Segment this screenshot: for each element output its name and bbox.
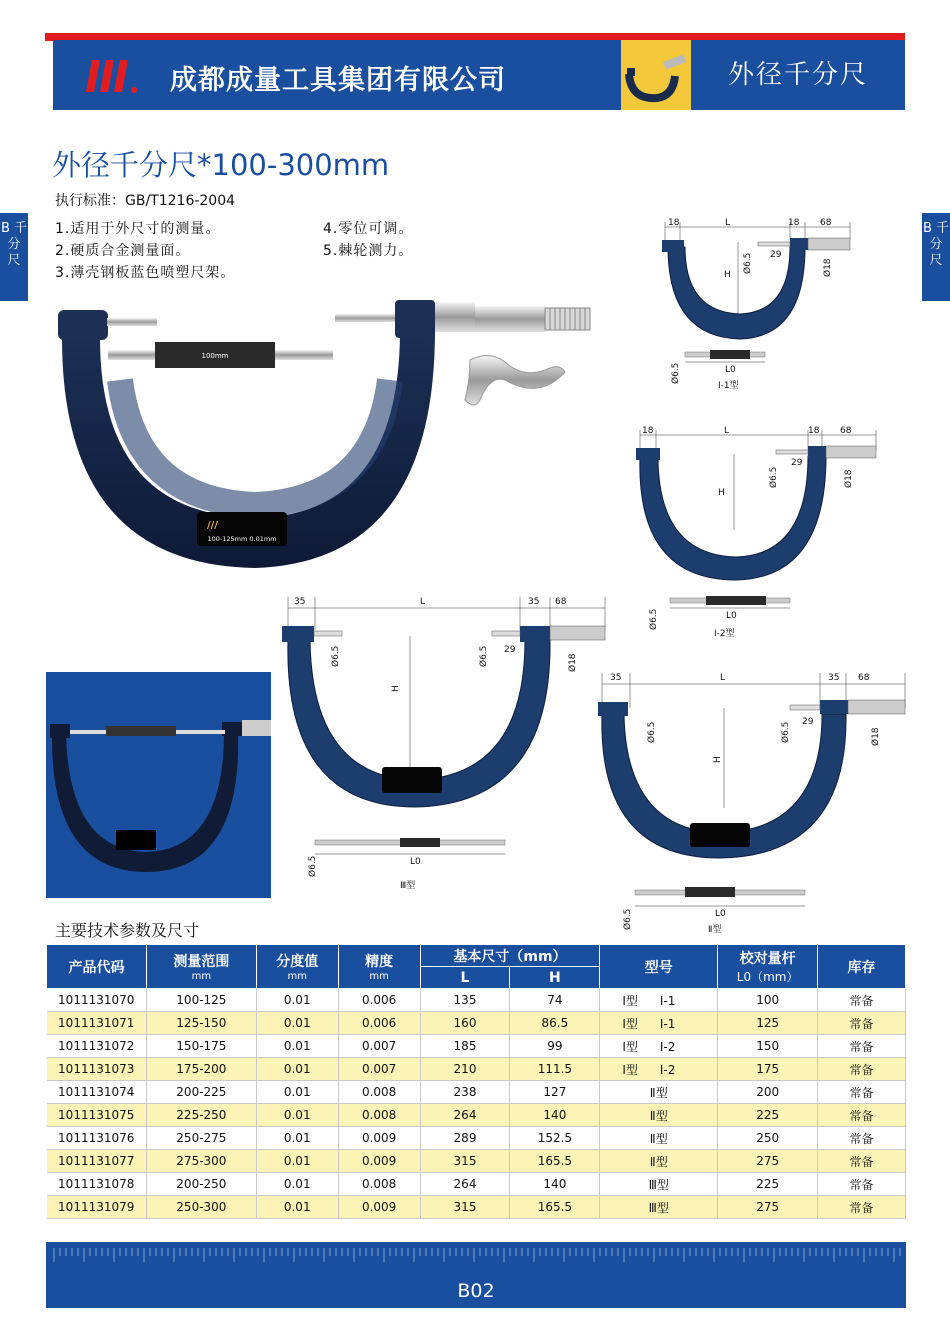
cell-div: 0.01 <box>256 989 338 1012</box>
standard-text: 执行标准：GB/T1216-2004 <box>55 193 236 209</box>
table-row <box>47 989 906 1012</box>
dim-label: Ø6.5 <box>479 645 489 667</box>
table-row <box>47 1150 906 1173</box>
header-stock: 库存 <box>818 945 906 989</box>
drawing-type-1-2 <box>626 420 896 645</box>
cell-code: 1011131079 <box>47 1196 147 1219</box>
features-left <box>55 218 235 284</box>
cell-stock: 常备 <box>818 1127 906 1150</box>
company-name: 成都成量工具集团有限公司 <box>170 65 506 96</box>
features-right <box>323 218 413 262</box>
company-logo-icon <box>82 52 152 100</box>
cell-div: 0.01 <box>256 1081 338 1104</box>
cell-div: 0.01 <box>256 1150 338 1173</box>
cell-code: 1011131072 <box>47 1035 147 1058</box>
rod-dim: Ø6.5 <box>649 608 659 630</box>
cell-div: 0.01 <box>256 1104 338 1127</box>
cell-div: 0.01 <box>256 1035 338 1058</box>
dim-label: 68 <box>840 426 852 436</box>
cell-rod: 100 <box>718 989 818 1012</box>
cell-code: 1011131073 <box>47 1058 147 1081</box>
dim-label: 35 <box>528 597 540 607</box>
cell-stock: 常备 <box>818 1081 906 1104</box>
drawing-type-1-1 <box>640 212 890 392</box>
cell-H: 165.5 <box>510 1196 600 1219</box>
svg-text:///: /// <box>207 520 218 531</box>
feature-item: 2.硬质合金测量面。 <box>55 243 191 259</box>
dim-label: 29 <box>770 250 782 260</box>
cell-rod: 225 <box>718 1104 818 1127</box>
cell-model: Ⅱ型 <box>600 1104 718 1127</box>
dim-label: 35 <box>294 597 306 607</box>
cell-model: Ⅱ型 <box>600 1081 718 1104</box>
header-basic: 基本尺寸（mm） <box>420 945 600 967</box>
cell-stock: 常备 <box>818 1196 906 1219</box>
dim-label: 35 <box>828 673 840 683</box>
dim-label: H <box>391 685 401 692</box>
cell-model: Ⅰ型 Ⅰ-2 <box>600 1035 718 1058</box>
cell-div: 0.01 <box>256 1173 338 1196</box>
table-row <box>47 1035 906 1058</box>
cell-acc: 0.008 <box>338 1104 420 1127</box>
cell-H: 152.5 <box>510 1127 600 1150</box>
table-row <box>47 1127 906 1150</box>
cell-code: 1011131075 <box>47 1104 147 1127</box>
cell-acc: 0.009 <box>338 1196 420 1219</box>
header-range: 测量范围 mm <box>146 945 256 989</box>
dim-label: L <box>724 426 730 436</box>
large-micrometer-photo <box>46 672 271 898</box>
cell-range: 275-300 <box>146 1150 256 1173</box>
side-tab-left: B 千 分 尺 <box>0 213 28 301</box>
cell-stock: 常备 <box>818 1058 906 1081</box>
dim-label: 35 <box>610 673 622 683</box>
main-micrometer-image <box>50 290 610 580</box>
cell-div: 0.01 <box>256 1012 338 1035</box>
feature-item: 3.薄壳钢板蓝色喷塑尺架。 <box>55 265 236 281</box>
dim-label: Ø18 <box>871 727 881 746</box>
dim-label: Ø6.5 <box>743 252 753 274</box>
drawing-type-2 <box>590 668 915 940</box>
cell-rod: 275 <box>718 1196 818 1219</box>
dim-label: L <box>720 673 726 683</box>
cell-model: Ⅰ型 Ⅰ-1 <box>600 989 718 1012</box>
cell-H: 140 <box>510 1104 600 1127</box>
cell-code: 1011131070 <box>47 989 147 1012</box>
cell-stock: 常备 <box>818 1012 906 1035</box>
table-section-title: 主要技术参数及尺寸 <box>55 921 200 940</box>
header-micrometer-thumbnail <box>621 40 691 110</box>
dim-label: 18 <box>642 426 654 436</box>
cell-model: Ⅰ型 Ⅰ-2 <box>600 1058 718 1081</box>
dim-label: 68 <box>820 218 832 228</box>
micrometer-thumb-icon <box>621 40 691 110</box>
dim-label: 68 <box>858 673 870 683</box>
cell-L: 289 <box>420 1127 510 1150</box>
dim-label: Ø18 <box>844 469 854 488</box>
cell-rod: 275 <box>718 1150 818 1173</box>
cell-model: Ⅰ型 Ⅰ-1 <box>600 1012 718 1035</box>
cell-H: 127 <box>510 1081 600 1104</box>
ruler-scale-icon <box>46 1246 906 1266</box>
cell-rod: 125 <box>718 1012 818 1035</box>
cell-div: 0.01 <box>256 1196 338 1219</box>
dim-label: Ø6.5 <box>781 721 791 743</box>
cell-range: 200-225 <box>146 1081 256 1104</box>
category-title: 外径千分尺 <box>691 40 905 110</box>
cell-rod: 250 <box>718 1127 818 1150</box>
table-row <box>47 1196 906 1219</box>
dim-label: 29 <box>504 645 516 655</box>
cell-model: Ⅱ型 <box>600 1150 718 1173</box>
cell-stock: 常备 <box>818 1035 906 1058</box>
cell-acc: 0.009 <box>338 1150 420 1173</box>
cell-acc: 0.007 <box>338 1058 420 1081</box>
dim-label: Ø6.5 <box>331 645 341 667</box>
cell-H: 99 <box>510 1035 600 1058</box>
dim-label: 29 <box>802 717 814 727</box>
cell-L: 264 <box>420 1104 510 1127</box>
rod-dim: L0 <box>410 857 421 867</box>
cell-H: 111.5 <box>510 1058 600 1081</box>
cell-acc: 0.006 <box>338 989 420 1012</box>
dim-label: L <box>420 597 426 607</box>
cell-L: 264 <box>420 1173 510 1196</box>
cell-L: 315 <box>420 1196 510 1219</box>
rod-dim: L0 <box>715 909 726 919</box>
dim-label: Ø18 <box>823 258 833 277</box>
cell-div: 0.01 <box>256 1058 338 1081</box>
cell-model: Ⅲ型 <box>600 1173 718 1196</box>
cell-H: 165.5 <box>510 1150 600 1173</box>
micrometer-photo-icon <box>46 672 271 898</box>
cell-range: 100-125 <box>146 989 256 1012</box>
dim-label: Ø6.5 <box>647 721 657 743</box>
cell-acc: 0.006 <box>338 1012 420 1035</box>
dim-label: H <box>718 488 725 498</box>
cell-L: 315 <box>420 1150 510 1173</box>
dim-label: Ø18 <box>568 653 578 672</box>
header-code: 产品代码 <box>47 945 147 989</box>
cell-stock: 常备 <box>818 989 906 1012</box>
cell-range: 150-175 <box>146 1035 256 1058</box>
cell-range: 200-250 <box>146 1173 256 1196</box>
header-rod: 校对量杆 L0（mm） <box>718 945 818 989</box>
side-tab-right: B 千 分 尺 <box>922 213 950 301</box>
cell-stock: 常备 <box>818 1104 906 1127</box>
cell-stock: 常备 <box>818 1150 906 1173</box>
cell-rod: 200 <box>718 1081 818 1104</box>
header-H: H <box>510 967 600 989</box>
header-model: 型号 <box>600 945 718 989</box>
feature-item: 4.零位可调。 <box>323 221 414 237</box>
cell-H: 74 <box>510 989 600 1012</box>
rod-dim: L0 <box>725 365 736 375</box>
table-row <box>47 1173 906 1196</box>
dim-label: 18 <box>808 426 820 436</box>
dim-label: Ø6.5 <box>769 466 779 488</box>
table-row <box>47 1012 906 1035</box>
cell-code: 1011131078 <box>47 1173 147 1196</box>
cell-model: Ⅱ型 <box>600 1127 718 1150</box>
spec-table <box>46 944 906 1219</box>
drawing-caption: Ⅰ-1型 <box>718 381 739 391</box>
table-row <box>47 1058 906 1081</box>
cell-acc: 0.009 <box>338 1127 420 1150</box>
cell-range: 250-275 <box>146 1127 256 1150</box>
cell-acc: 0.008 <box>338 1081 420 1104</box>
frame-range-label: 100-125mm 0.01mm <box>207 535 277 543</box>
header-div: 分度值 mm <box>256 945 338 989</box>
rod-label: 100mm <box>201 352 229 360</box>
cell-code: 1011131074 <box>47 1081 147 1104</box>
cell-L: 135 <box>420 989 510 1012</box>
cell-stock: 常备 <box>818 1173 906 1196</box>
cell-rod: 150 <box>718 1035 818 1058</box>
cell-H: 140 <box>510 1173 600 1196</box>
cell-L: 210 <box>420 1058 510 1081</box>
dim-label: 18 <box>788 218 800 228</box>
footer-bar <box>46 1242 906 1308</box>
dim-label: 68 <box>555 597 567 607</box>
dim-label: 18 <box>668 218 680 228</box>
cell-code: 1011131076 <box>47 1127 147 1150</box>
cell-rod: 225 <box>718 1173 818 1196</box>
cell-code: 1011131071 <box>47 1012 147 1035</box>
cell-H: 86.5 <box>510 1012 600 1035</box>
cell-L: 160 <box>420 1012 510 1035</box>
dim-label: H <box>713 756 723 763</box>
drawing-caption: Ⅱ型 <box>708 925 722 935</box>
rod-dim: Ø6.5 <box>308 855 318 877</box>
cell-range: 225-250 <box>146 1104 256 1127</box>
feature-item: 5.棘轮测力。 <box>323 243 414 259</box>
cell-L: 185 <box>420 1035 510 1058</box>
dim-label: L <box>725 218 731 228</box>
cell-range: 250-300 <box>146 1196 256 1219</box>
dim-label: 29 <box>791 458 803 468</box>
cell-model: Ⅲ型 <box>600 1196 718 1219</box>
cell-acc: 0.007 <box>338 1035 420 1058</box>
table-row <box>47 1081 906 1104</box>
cell-range: 175-200 <box>146 1058 256 1081</box>
header-acc: 精度 mm <box>338 945 420 989</box>
drawing-type-3 <box>270 592 615 897</box>
page-number: B02 <box>457 1280 495 1302</box>
header-L: L <box>420 967 510 989</box>
product-title: 外径千分尺*100-300mm <box>52 148 390 182</box>
cell-range: 125-150 <box>146 1012 256 1035</box>
cell-code: 1011131077 <box>47 1150 147 1173</box>
rod-dim: L0 <box>726 611 737 621</box>
rod-dim: Ø6.5 <box>671 362 681 384</box>
drawing-caption: Ⅲ型 <box>400 881 416 891</box>
table-row <box>47 1104 906 1127</box>
cell-acc: 0.008 <box>338 1173 420 1196</box>
dim-label: H <box>724 270 731 280</box>
cell-L: 238 <box>420 1081 510 1104</box>
feature-item: 1.适用于外尺寸的测量。 <box>55 221 221 237</box>
rod-dim: Ø6.5 <box>623 908 633 930</box>
cell-div: 0.01 <box>256 1127 338 1150</box>
drawing-caption: Ⅰ-2型 <box>714 629 735 639</box>
cell-rod: 175 <box>718 1058 818 1081</box>
